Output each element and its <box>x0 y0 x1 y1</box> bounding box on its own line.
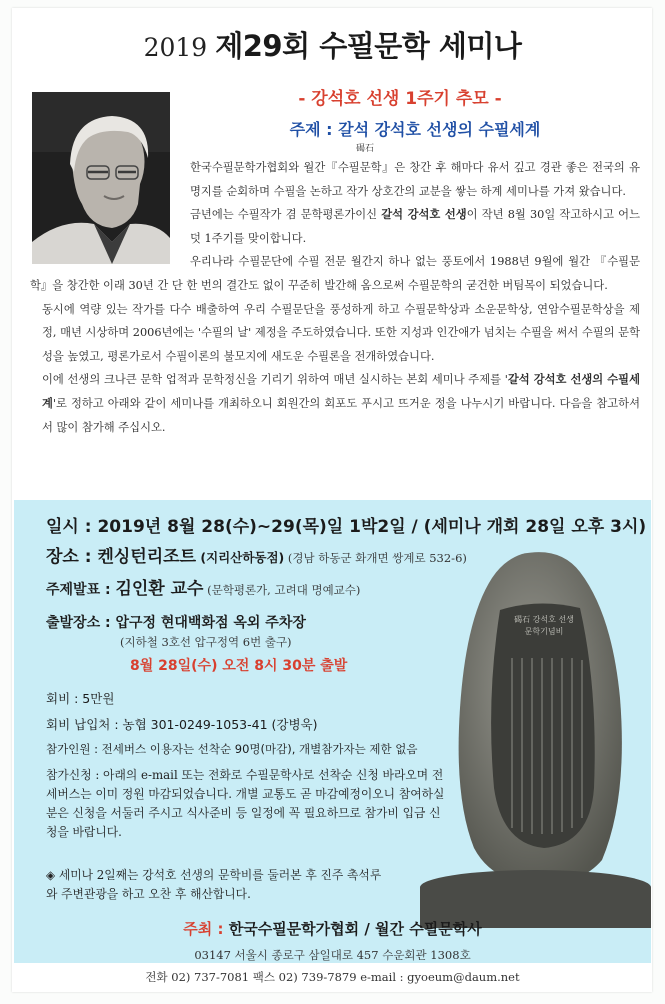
theme-heading: 주제 : 갈석 강석호 선생의 수필세계 <box>289 120 541 139</box>
paragraph-5: 이에 선생의 크나큰 문학 업적과 문학정신을 기리기 위하여 매년 실시하는 본회 세미나 주제를 '갈석 강석호 선생의 수필세계'로 정하고 아래와 같이 세미나를 개최하오니 회원간의 회포도 푸시고 뜨거운 정을 나누시기 바랍니다. 다음을 참고하셔서 많이 참가해 주십시오. <box>42 373 640 434</box>
stone-line-1: 碣石 강석호 선생 <box>514 615 574 624</box>
departure-time: 8월 28일(수) 오전 8시 30분 출발 <box>130 658 348 674</box>
title-year: 2019 <box>143 33 208 62</box>
event-fee: 회비 : 5만원 <box>46 691 115 706</box>
paragraph-2: 금년에는 수필작가 겸 문학평론가이신 갈석 강석호 선생이 작년 8월 30일 작고하시고 어느덧 1주기를 맞이합니다. <box>190 208 640 245</box>
host-line: 주최 : 한국수필문학가협회 / 월간 수필문학사 <box>183 920 482 938</box>
fee-account: 회비 납입처 : 농협 301-0249-1053-41 (강병욱) <box>46 717 318 732</box>
event-place: 장소 : 켄싱턴리조트 (지리산하동점) (경남 하동군 화개면 쌍계로 532-6) <box>46 547 467 567</box>
footer-address: 03147 서울시 종로구 삼일대로 457 수운회관 1308호 <box>194 948 471 962</box>
event-date: 일시 : 2019년 8월 28(수)~29(목)일 1박2일 / (세미나 개회 28일 오후 3시) <box>46 517 647 537</box>
intro-text <box>30 156 640 439</box>
event-speaker: 주제발표 : 김인환 교수 (문학평론가, 고려대 명예교수) <box>46 579 361 599</box>
event-remark: ◈ 세미나 2일째는 강석호 선생의 문학비를 둘러본 후 진주 촉석루와 주변관광을 하고 오찬 후 해산합니다. <box>46 868 382 901</box>
paragraph-1: 한국수필문학가협회와 월간『수필문학』은 창간 후 해마다 유서 깊고 경관 좋은 전국의 유명지를 순회하며 수필을 논하고 작가 상호간의 교분을 쌓는 하계 세미나를 가져 왔습니다. <box>190 161 640 198</box>
stone-inscription <box>504 614 584 638</box>
subtitle: - 강석호 선생 1주기 추모 - <box>298 89 502 109</box>
footer <box>14 918 651 985</box>
event-apply: 참가신청 : 아래의 e-mail 또는 전화로 수필문학사로 선착순 신청 바라오며 전세버스는 이미 정원 마감되었습니다. 개별 교통도 곧 마감예정이오니 참여하실 분은 신청을 서둘러 주시고 식사준비 등 일정에 꼭 필요하므로 참가비 입금 신청을 바랍니다. <box>46 768 445 839</box>
title-main: 제29회 수필문학 세미나 <box>215 29 522 63</box>
departure-subway: (지하철 3호선 압구정역 6번 출구) <box>120 635 292 649</box>
stone-line-2: 문학기념비 <box>524 627 564 636</box>
paragraph-4: 동시에 역량 있는 작가를 다수 배출하여 우리 수필문단을 풍성하게 하고 수필문학상과 소운문학상, 연암수필문학상을 제정, 매년 시상하며 2006년에는 '수필의 날' 제정을 주도하였습니다. 또한 지성과 인간애가 넘치는 수필을 써서 수필의 문학성을 높였고, 평론가로서 수필이론의 불모지에 새도운 수필론을 전개하였습니다. <box>42 302 640 363</box>
event-departure: 출발장소 : 압구정 현대백화점 옥외 주차장 <box>46 615 306 631</box>
page-title <box>0 24 665 65</box>
footer-contact: 전화 02) 737-7081 팩스 02) 739-7879 e-mail : gyoeum@daum.net <box>145 970 520 984</box>
paragraph-3: 우리나라 수필문단에 수필 전문 월간지 하나 없는 풍토에서 1988년 9월에 월간 『수필문학』을 창간한 이래 30년 간 단 한 번의 결간도 없이 꾸준히 발간해 옴으로써 수필문학의 굳건한 버팀목이 되었습니다. <box>30 255 640 292</box>
memorial-stone-image <box>452 548 628 886</box>
theme-hanja: 碣石 <box>356 144 375 154</box>
event-attendees: 참가인원 : 전세버스 이용자는 선착순 90명(마감), 개별참가자는 제한 없음 <box>46 742 418 756</box>
